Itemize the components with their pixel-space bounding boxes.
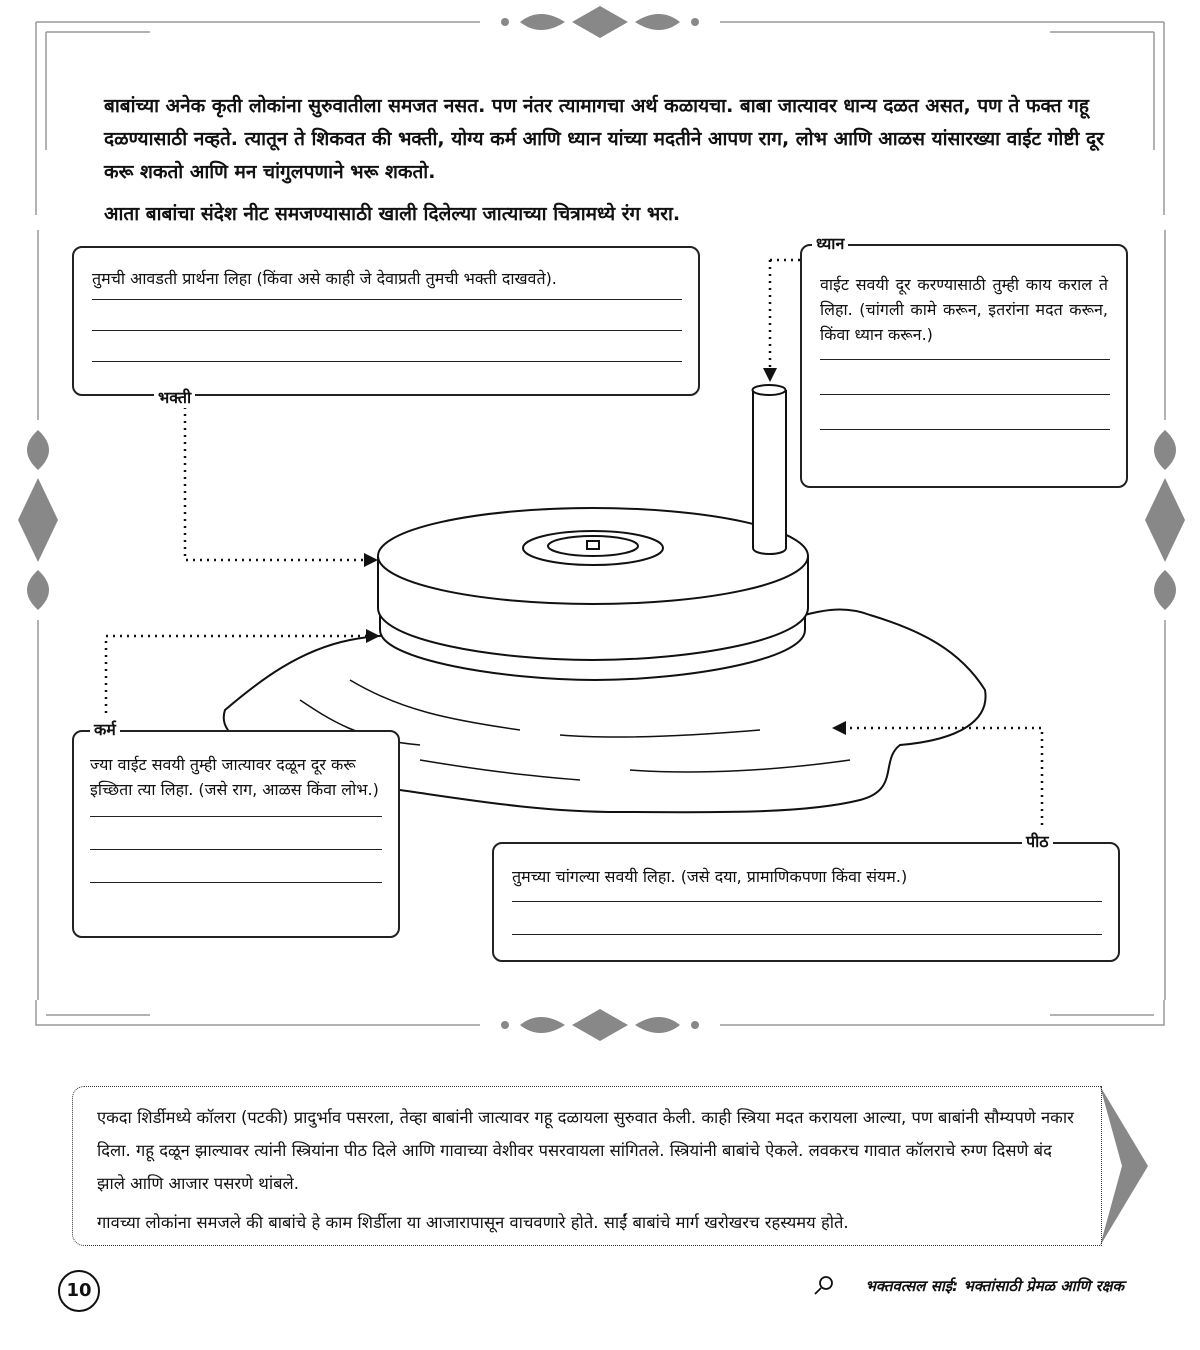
dhyan-prompt: वाईट सवयी दूर करण्यासाठी तुम्ही काय कराल ते लिहा. (चांगली कामे करून, इतरांना मदत करून, किंवा ध्यान करून.): [820, 275, 1108, 344]
bhakti-label: भक्ती: [154, 386, 195, 408]
magnifier-icon: [815, 1277, 832, 1294]
answer-line[interactable]: [90, 849, 382, 850]
handle-peg: [753, 390, 786, 554]
page-number: 10: [58, 1270, 100, 1312]
story-paragraph-2: गावच्या लोकांना समजले की बाबांचे हे काम शिर्डीला या आजारापासून वाचवणारे होते. साईं बाबांचे मार्ग खरोखरच रहस्यमय होते.: [97, 1213, 849, 1232]
peeth-prompt: तुमच्या चांगल्या सवयी लिहा. (जसे दया, प्रामाणिकपणा किंवा संयम.): [512, 867, 908, 886]
ornament-left: [18, 430, 58, 610]
dhyan-label: ध्यान: [812, 232, 848, 254]
answer-line[interactable]: [512, 934, 1102, 935]
answer-line[interactable]: [92, 330, 682, 331]
intro-paragraph: बाबांच्या अनेक कृती लोकांना सुरुवातीला समजत नसत. पण नंतर त्यामागचा अर्थ कळायचा. बाबा जात्यावर धान्य दळत असत, पण ते फक्त गहू दळण्यासाठी नव्हते. त्यातून ते शिकवत की भक्ती, योग्य कर्म आणि ध्यान यांच्या मदतीने आपण राग, लोभ आणि आळस यांसारख्या वाईट गोष्टी दूर करू शकतो आणि मन चांगुलपणाने भरू शकतो.: [104, 95, 1104, 183]
answer-line[interactable]: [90, 816, 382, 817]
answer-line[interactable]: [92, 361, 682, 362]
bhakti-box: [72, 246, 700, 396]
ornament-right: [1145, 430, 1185, 610]
story-panel: [72, 1086, 1102, 1246]
footer-title: भक्तवत्सल साई: भक्तांसाठी प्रेमळ आणि रक्षक: [865, 1277, 1124, 1295]
karma-box: [72, 730, 400, 938]
answer-line[interactable]: [512, 901, 1102, 902]
bhakti-prompt: तुमची आवडती प्रार्थना लिहा (किंवा असे काही जे देवाप्रती तुमची भक्ती दाखवते).: [92, 269, 557, 288]
answer-line[interactable]: [820, 359, 1110, 360]
answer-line[interactable]: [820, 429, 1110, 430]
answer-line[interactable]: [92, 299, 682, 300]
peeth-box: [492, 842, 1120, 962]
ornament-bottom: [501, 1009, 699, 1041]
peeth-label: पीठ: [1022, 830, 1053, 852]
karma-label: कर्म: [90, 718, 120, 740]
answer-line[interactable]: [90, 882, 382, 883]
answer-line[interactable]: [820, 394, 1110, 395]
dhyan-box: [800, 244, 1128, 488]
ornament-top: [501, 6, 699, 38]
coloring-instruction: आता बाबांचा संदेश नीट समजण्यासाठी खाली दिलेल्या जात्याच्या चित्रामध्ये रंग भरा.: [104, 203, 681, 225]
story-paragraph-1: एकदा शिर्डीमध्ये कॉलरा (पटकी) प्रादुर्भाव पसरला, तेव्हा बाबांनी जात्यावर गहू दळायला सुरुवात केली. काही स्त्रिया मदत करायला आल्या, पण बाबांनी सौम्यपणे नकार दिला. गहू दळून झाल्यावर त्यांनी स्त्रियांना पीठ दिले आणि गावाच्या वेशीवर पसरवायला सांगितले. स्त्रियांनी बाबांचे ऐकले. लवकरच गावात कॉलराचे रुग्ण दिसणे बंद झाले आणि आजार पसरणे थांबले.: [97, 1108, 1074, 1193]
story-arrow-icon: [1100, 1086, 1148, 1246]
karma-prompt: ज्या वाईट सवयी तुम्ही जात्यावर दळून दूर करू इच्छिता त्या लिहा. (जसे राग, आळस किंवा लोभ.): [90, 755, 379, 799]
